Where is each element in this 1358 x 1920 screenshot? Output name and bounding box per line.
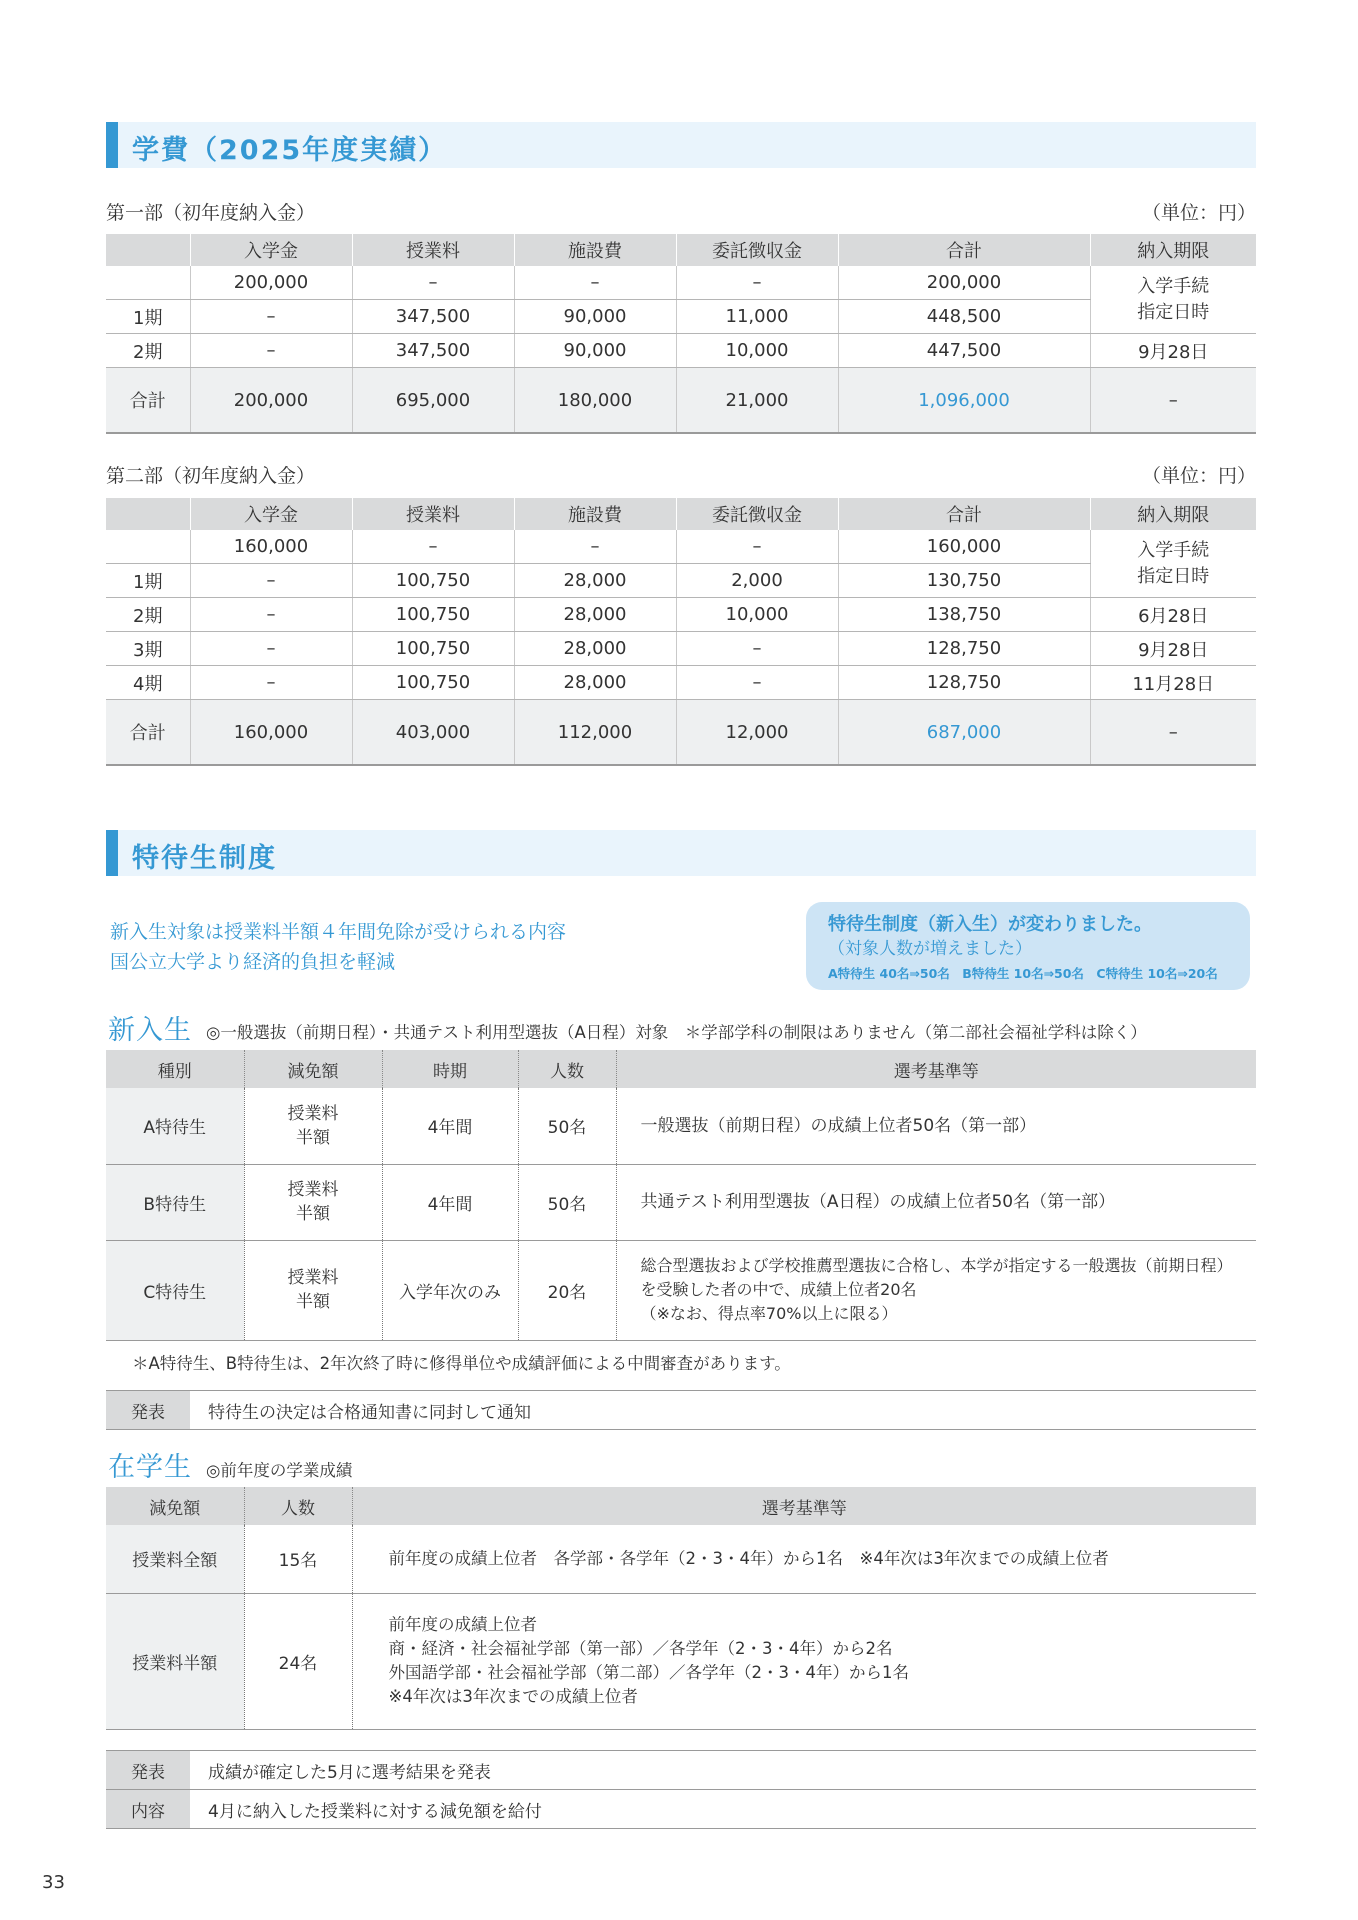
intro-line: 新入生対象は授業料半額４年間免除が受けられる内容 bbox=[110, 921, 567, 943]
intro-text bbox=[110, 917, 566, 977]
table-row bbox=[106, 1088, 1256, 1164]
total-row bbox=[106, 368, 1256, 434]
table-cell: – bbox=[190, 300, 352, 334]
table-cell: 10,000 bbox=[676, 334, 838, 368]
criteria-cell: 一般選抜（前期日程）の成績上位者50名（第一部） bbox=[616, 1088, 1256, 1164]
table-cell: 128,750 bbox=[838, 666, 1090, 700]
table-cell: 3期 bbox=[106, 632, 190, 666]
info-value: 4月に納入した授業料に対する減免額を給付 bbox=[190, 1790, 1256, 1829]
count-cell: 50名 bbox=[518, 1088, 616, 1164]
amount-cell: 授業料全額 bbox=[106, 1525, 244, 1593]
info-row bbox=[106, 1391, 1256, 1430]
table-cell: 90,000 bbox=[514, 300, 676, 334]
notice-title: 特待生制度（新入生）が変わりました。 bbox=[828, 914, 1152, 935]
type-cell: A特待生 bbox=[106, 1088, 244, 1164]
table-cell: 403,000 bbox=[352, 700, 514, 766]
table-cell: 447,500 bbox=[838, 334, 1090, 368]
amount-cell: 授業料 半額 bbox=[244, 1088, 382, 1164]
table-cell: – bbox=[190, 666, 352, 700]
table-cell: 12,000 bbox=[676, 700, 838, 766]
deadline-cell: 11月28日 bbox=[1090, 666, 1256, 700]
table-cell: – bbox=[514, 266, 676, 300]
table-row bbox=[106, 1164, 1256, 1240]
header-cell: 合計 bbox=[838, 234, 1090, 266]
table-cell: – bbox=[352, 266, 514, 300]
table-cell: 160,000 bbox=[838, 530, 1090, 564]
notice-subtitle: （対象人数が増えました） bbox=[828, 939, 1032, 959]
table-header-row bbox=[106, 1487, 1256, 1525]
count-cell: 20名 bbox=[518, 1240, 616, 1340]
table-cell: – bbox=[1090, 700, 1256, 766]
header-cell: 納入期限 bbox=[1090, 234, 1256, 266]
table-cell: 11,000 bbox=[676, 300, 838, 334]
current-students-note: ◎前年度の学業成績 bbox=[206, 1461, 353, 1480]
grand-total-cell: 1,096,000 bbox=[838, 368, 1090, 434]
type-cell: C特待生 bbox=[106, 1240, 244, 1340]
info-key: 発表 bbox=[106, 1751, 190, 1790]
table-cell: 1期 bbox=[106, 300, 190, 334]
amount-cell: 授業料 半額 bbox=[244, 1240, 382, 1340]
table-cell: – bbox=[190, 334, 352, 368]
info-row bbox=[106, 1751, 1256, 1790]
table-cell: 28,000 bbox=[514, 632, 676, 666]
header-cell: 施設費 bbox=[514, 234, 676, 266]
table-cell: 21,000 bbox=[676, 368, 838, 434]
header-cell: 減免額 bbox=[106, 1487, 244, 1525]
table-row bbox=[106, 334, 1256, 368]
deadline-entrance-cell: 入学手続 指定日時 bbox=[1090, 530, 1256, 598]
table-cell: 合計 bbox=[106, 700, 190, 766]
part1-unit: （単位：円） bbox=[1141, 202, 1256, 224]
header-cell: 委託徴収金 bbox=[676, 498, 838, 530]
table-cell: 347,500 bbox=[352, 300, 514, 334]
info-value: 成績が確定した5月に選考結果を発表 bbox=[190, 1751, 1256, 1790]
section-accent-bar bbox=[106, 830, 118, 876]
header-cell: 合計 bbox=[838, 498, 1090, 530]
intro-line: 国公立大学より経済的負担を軽減 bbox=[110, 951, 396, 973]
count-cell: 50名 bbox=[518, 1164, 616, 1240]
table-cell: 695,000 bbox=[352, 368, 514, 434]
table-row bbox=[106, 300, 1256, 334]
table-row bbox=[106, 632, 1256, 666]
table-cell: 200,000 bbox=[190, 266, 352, 300]
total-row bbox=[106, 700, 1256, 766]
period-cell: 4年間 bbox=[382, 1088, 518, 1164]
info-row bbox=[106, 1790, 1256, 1829]
table-cell: 100,750 bbox=[352, 632, 514, 666]
info-value: 特待生の決定は合格通知書に同封して通知 bbox=[190, 1391, 1256, 1430]
header-cell bbox=[106, 234, 190, 266]
deadline-entrance-cell: 入学手続 指定日時 bbox=[1090, 266, 1256, 334]
table-cell: 200,000 bbox=[190, 368, 352, 434]
header-cell: 減免額 bbox=[244, 1050, 382, 1088]
table-cell: 2期 bbox=[106, 334, 190, 368]
header-cell: 選考基準等 bbox=[352, 1487, 1256, 1525]
new-students-label: 新入生 bbox=[108, 1015, 192, 1046]
table-cell: – bbox=[190, 632, 352, 666]
amount-cell: 授業料 半額 bbox=[244, 1164, 382, 1240]
section-header-scholarship bbox=[106, 830, 1256, 876]
table-row bbox=[106, 564, 1256, 598]
table-row bbox=[106, 666, 1256, 700]
table-cell bbox=[106, 266, 190, 300]
table-cell bbox=[106, 530, 190, 564]
new-students-note: ◎一般選抜（前期日程）・共通テスト利用型選抜（A日程）対象 ＊学部学科の制限はありません（第二部社会福祉学科は除く） bbox=[206, 1023, 1147, 1042]
table-cell: 100,750 bbox=[352, 564, 514, 598]
table-cell: 28,000 bbox=[514, 598, 676, 632]
criteria-cell: 共通テスト利用型選抜（A日程）の成績上位者50名（第一部） bbox=[616, 1164, 1256, 1240]
table-cell: – bbox=[190, 564, 352, 598]
info-key: 発表 bbox=[106, 1391, 190, 1430]
table-cell: 100,750 bbox=[352, 598, 514, 632]
header-cell: 授業料 bbox=[352, 234, 514, 266]
change-notice-box bbox=[806, 902, 1250, 990]
table-cell: 160,000 bbox=[190, 700, 352, 766]
current-students-label: 在学生 bbox=[108, 1452, 192, 1483]
header-cell: 納入期限 bbox=[1090, 498, 1256, 530]
period-cell: 入学年次のみ bbox=[382, 1240, 518, 1340]
part1-title: 第一部（初年度納入金） bbox=[106, 202, 316, 224]
table-cell: 112,000 bbox=[514, 700, 676, 766]
criteria-cell: 前年度の成績上位者 商・経済・社会福祉学部（第一部）／各学年（2・3・4年）から2名 外国語学部・社会福祉学部（第二部）／各学年（2・3・4年）から1名 ※4年次は3年次までの成績上位者 bbox=[352, 1593, 1256, 1729]
criteria-cell: 総合型選抜および学校推薦型選抜に合格し、本学が指定する一般選抜（前期日程） を受験した者の中で、成績上位者20名 （※なお、得点率70%以上に限る） bbox=[616, 1240, 1256, 1340]
part2-fee-table bbox=[106, 498, 1256, 766]
current-info-table bbox=[106, 1750, 1256, 1829]
table-row bbox=[106, 1525, 1256, 1593]
type-cell: B特待生 bbox=[106, 1164, 244, 1240]
deadline-cell: 9月28日 bbox=[1090, 632, 1256, 666]
header-cell: 種別 bbox=[106, 1050, 244, 1088]
new-announce-table bbox=[106, 1390, 1256, 1430]
table-cell: – bbox=[190, 598, 352, 632]
interim-review-note: ＊A特待生、B特待生は、2年次終了時に修得単位や成績評価による中間審査があります。 bbox=[132, 1354, 791, 1373]
table-cell: 1期 bbox=[106, 564, 190, 598]
table-cell: 128,750 bbox=[838, 632, 1090, 666]
criteria-cell: 前年度の成績上位者 各学部・各学年（2・3・4年）から1名 ※4年次は3年次までの成績上位者 bbox=[352, 1525, 1256, 1593]
table-cell: 130,750 bbox=[838, 564, 1090, 598]
part1-fee-table bbox=[106, 234, 1256, 434]
table-cell: 180,000 bbox=[514, 368, 676, 434]
table-row bbox=[106, 1240, 1256, 1340]
table-row bbox=[106, 1593, 1256, 1729]
table-row bbox=[106, 266, 1256, 300]
table-cell: 28,000 bbox=[514, 666, 676, 700]
header-cell: 入学金 bbox=[190, 234, 352, 266]
deadline-cell: 9月28日 bbox=[1090, 334, 1256, 368]
table-cell: – bbox=[676, 530, 838, 564]
table-cell: 4期 bbox=[106, 666, 190, 700]
table-cell: – bbox=[676, 266, 838, 300]
header-cell: 人数 bbox=[518, 1050, 616, 1088]
header-cell: 委託徴収金 bbox=[676, 234, 838, 266]
header-cell: 授業料 bbox=[352, 498, 514, 530]
count-cell: 24名 bbox=[244, 1593, 352, 1729]
section-header-tuition bbox=[106, 122, 1256, 168]
table-cell: – bbox=[352, 530, 514, 564]
header-cell: 選考基準等 bbox=[616, 1050, 1256, 1088]
table-cell: – bbox=[676, 632, 838, 666]
table-row bbox=[106, 530, 1256, 564]
count-cell: 15名 bbox=[244, 1525, 352, 1593]
period-cell: 4年間 bbox=[382, 1164, 518, 1240]
section-title-tuition: 学費（2025年度実績） bbox=[132, 135, 448, 166]
table-cell: 90,000 bbox=[514, 334, 676, 368]
table-cell: 28,000 bbox=[514, 564, 676, 598]
table-cell: – bbox=[514, 530, 676, 564]
notice-detail: A特待生 40名⇒50名 B特待生 10名⇒50名 C特待生 10名⇒20名 bbox=[828, 966, 1218, 981]
table-cell: 合計 bbox=[106, 368, 190, 434]
table-cell: 160,000 bbox=[190, 530, 352, 564]
table-cell: 347,500 bbox=[352, 334, 514, 368]
amount-cell: 授業料半額 bbox=[106, 1593, 244, 1729]
current-students-table bbox=[106, 1487, 1256, 1730]
info-key: 内容 bbox=[106, 1790, 190, 1829]
header-cell: 人数 bbox=[244, 1487, 352, 1525]
table-cell: 10,000 bbox=[676, 598, 838, 632]
section-title-scholarship: 特待生制度 bbox=[132, 843, 277, 874]
deadline-cell: 6月28日 bbox=[1090, 598, 1256, 632]
section-accent-bar bbox=[106, 122, 118, 168]
table-header-row bbox=[106, 234, 1256, 266]
table-cell: – bbox=[676, 666, 838, 700]
header-cell: 入学金 bbox=[190, 498, 352, 530]
table-header-row bbox=[106, 498, 1256, 530]
table-cell: 2,000 bbox=[676, 564, 838, 598]
header-cell: 時期 bbox=[382, 1050, 518, 1088]
table-cell: 2期 bbox=[106, 598, 190, 632]
table-cell: – bbox=[1090, 368, 1256, 434]
table-cell: 100,750 bbox=[352, 666, 514, 700]
part2-unit: （単位：円） bbox=[1141, 465, 1256, 487]
table-header-row bbox=[106, 1050, 1256, 1088]
table-cell: 138,750 bbox=[838, 598, 1090, 632]
page-number: 33 bbox=[42, 1872, 65, 1893]
header-cell bbox=[106, 498, 190, 530]
header-cell: 施設費 bbox=[514, 498, 676, 530]
grand-total-cell: 687,000 bbox=[838, 700, 1090, 766]
part2-title: 第二部（初年度納入金） bbox=[106, 465, 316, 487]
table-row bbox=[106, 598, 1256, 632]
table-cell: 448,500 bbox=[838, 300, 1090, 334]
table-cell: 200,000 bbox=[838, 266, 1090, 300]
new-students-table bbox=[106, 1050, 1256, 1341]
